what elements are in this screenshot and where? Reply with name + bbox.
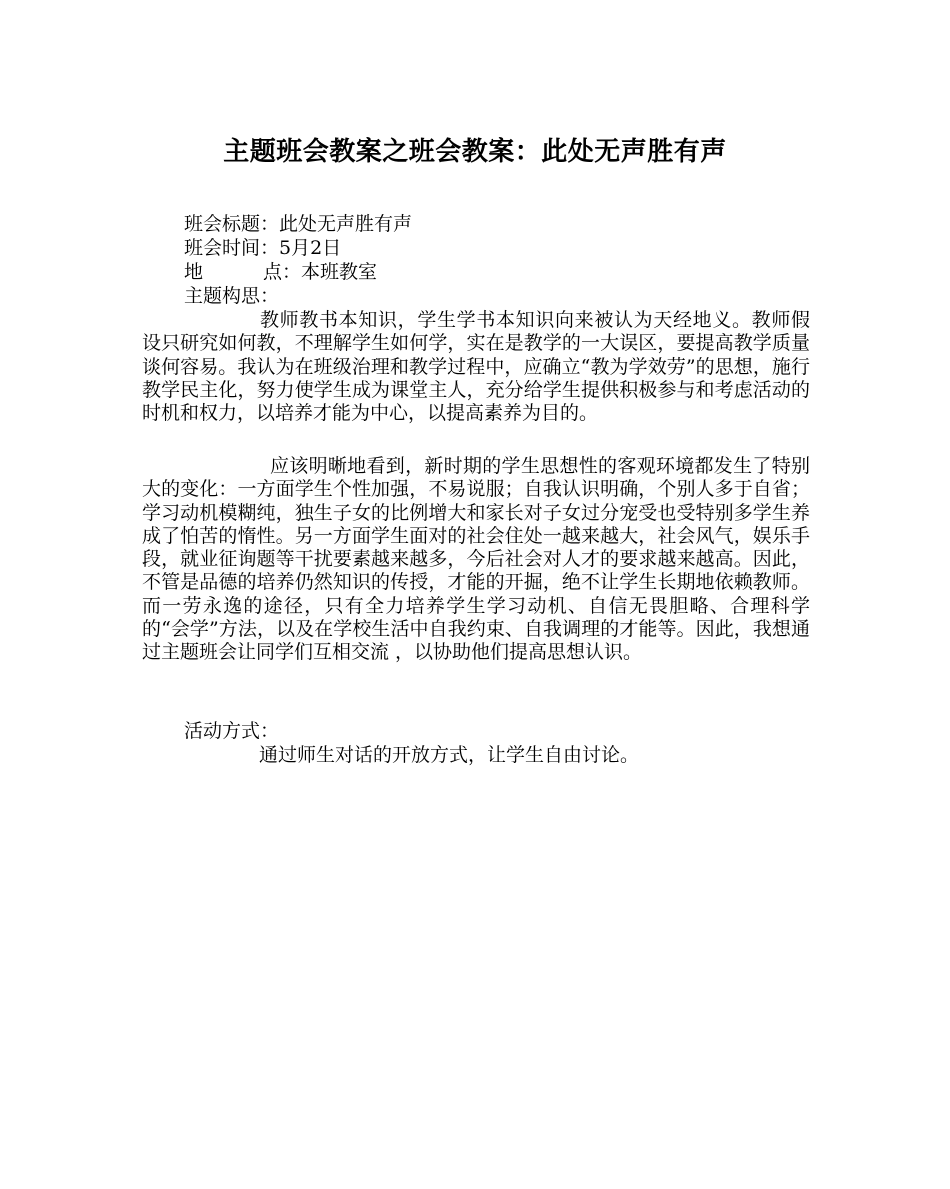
concept-paragraph-1: 教师教书本知识，学生学书本知识向来被认为天经地义。教师假设只研究如何教，不理解学生如何学，实在是教学的一大误区，要提高教学质量谈何容易。我认为在班级治理和教学过程中，应确立“教为学效劳”的思想，施行教学民主化，努力使学生成为课堂主人，充分给学生提供积极参与和考虑活动的时机和权力，以培养才能为中心，以提高素养为目的。 <box>142 309 810 425</box>
place-value: 本班教室 <box>301 261 378 283</box>
document-title: 主题班会教案之班会教案：此处无声胜有声 <box>223 137 727 167</box>
place-label-b: 点： <box>263 261 302 283</box>
concept-paragraph-2: 应该明晰地看到，新时期的学生思想性的客观环境都发生了特别大的变化：一方面学生个性加强，不易说服；自我认识明确，个别人多于自省；学习动机模糊纯，独生子女的比例增大和家长对子女过分宠受也受特别多学生养成了怕苦的惰性。另一方面学生面对的社会住处一越来越大，社会风气，娱乐手段，就业征询题等干扰要素越来越多，今后社会对人才的要求越来越高。因此，不管是品德的培养仍然知识的传授，才能的开掘，绝不让学生长期地依赖教师。而一劳永逸的途径，只有全力培养学生学习动机、自信无畏胆略、合理科学的“会学”方法，以及在学校生活中自我约束、自我调理的才能等。因此，我想通过主题班会让同学们互相交流 ，以协助他们提高思想认识。 <box>142 455 810 664</box>
time-value: 5月2日 <box>279 237 342 259</box>
concept-heading: 主题构思： <box>184 285 280 307</box>
activity-heading: 活动方式： <box>184 720 280 742</box>
time-line <box>184 237 341 259</box>
time-label: 班会时间： <box>184 237 280 259</box>
place-line <box>184 261 377 283</box>
topic-value: 此处无声胜有声 <box>279 213 413 235</box>
topic-line <box>184 213 412 235</box>
activity-text: 通过师生对话的开放方式，让学生自由讨论。 <box>259 744 640 766</box>
place-label-a: 地 <box>184 261 204 283</box>
topic-label: 班会标题： <box>184 213 280 235</box>
